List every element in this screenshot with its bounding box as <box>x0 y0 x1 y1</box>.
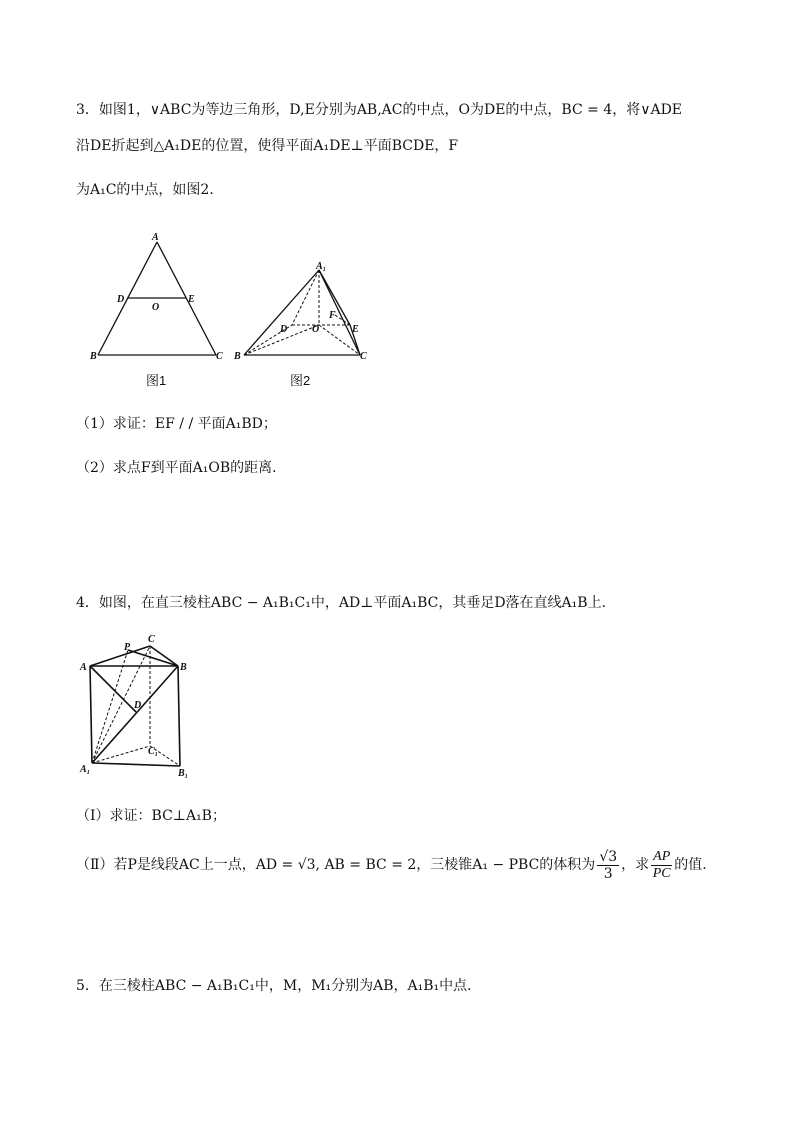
problem3-line2: 沿DE折起到△A₁DE的位置，使得平面A₁DE⊥平面BCDE，F <box>76 138 459 154</box>
prism-label-A1: A₁ <box>80 764 91 775</box>
prism-edge-A1B1 <box>92 763 180 766</box>
fig2-label-O: O <box>312 324 320 335</box>
fig2-label-F: F <box>329 310 336 321</box>
problem3-question2: （2）求点F到平面A₁OB的距离． <box>76 460 287 476</box>
prism-edge-A1C <box>92 646 150 763</box>
fig1-label-A: A <box>152 232 159 243</box>
problem4-fraction-ratio <box>651 849 672 882</box>
fraction-volume-numerator: √3 <box>599 848 618 865</box>
problem4-question2 <box>76 848 707 882</box>
figure1-caption: 图1 <box>146 373 167 388</box>
fig1-label-E: E <box>188 294 195 305</box>
fraction-ratio-numerator: AP <box>653 848 671 864</box>
prism-label-D: D <box>134 700 142 711</box>
problem5-line1: 5．在三棱柱ABC − A₁B₁C₁中，M，M₁分别为AB，A₁B₁中点． <box>76 978 482 994</box>
problem3-question1: （1）求证：EF / / 平面A₁BD； <box>76 416 277 432</box>
prism-label-A: A <box>80 662 87 673</box>
fig2-edge-A1C <box>319 270 360 355</box>
fraction-volume-denominator: 3 <box>603 865 613 882</box>
fig2-edge-A1D <box>292 270 319 325</box>
prism-edge-A1C1 <box>92 746 150 763</box>
prism-label-B: B <box>180 662 187 673</box>
prism-edge-A1P <box>92 650 128 763</box>
figure2-caption: 图2 <box>290 373 311 388</box>
prism-edge-AA1 <box>90 666 92 763</box>
prism-label-B1: B₁ <box>178 768 189 779</box>
fig2-label-E: E <box>352 324 359 335</box>
problem3-line3: 为A₁C的中点，如图2． <box>76 182 224 198</box>
fig2-edge-A1B <box>244 270 319 355</box>
fraction-ratio-denominator: PC <box>652 865 671 881</box>
problem4-fraction-volume <box>597 849 619 882</box>
fig2-label-A1: A₁ <box>316 261 327 272</box>
problem4-q2-text-start: （Ⅱ）若P是线段AC上一点，AD = √3, AB = BC = 2，三棱锥A₁ − PBC的体积为 <box>76 857 596 873</box>
prism-label-P: P <box>124 642 131 653</box>
figure-prism <box>78 628 198 783</box>
problem4-q2-text-end: 的值. <box>674 857 707 873</box>
prism-edge-AC <box>90 646 150 666</box>
figure2-folded-pyramid <box>232 258 372 368</box>
prism-edge-PB <box>128 650 178 666</box>
fig2-label-C: C <box>360 351 367 362</box>
prism-label-C1: C₁ <box>148 746 159 757</box>
fig1-label-C: C <box>216 351 223 362</box>
problem4-question1: （Ⅰ）求证：BC⊥A₁B； <box>76 808 226 824</box>
fig1-label-D: D <box>117 294 125 305</box>
prism-edge-CB <box>150 646 178 666</box>
fig2-label-B: B <box>234 351 241 362</box>
problem4-q2-text-mid: ，求 <box>621 857 650 873</box>
fig1-label-B: B <box>90 351 97 362</box>
fig1-label-O: O <box>152 302 160 313</box>
fig2-label-D: D <box>280 324 288 335</box>
figure1-triangle <box>84 230 234 365</box>
problem3-line1: 3．如图1，∨ABC为等边三角形，D,E分别为AB,AC的中点，O为DE的中点，BC = 4，将∨ADE <box>76 102 683 118</box>
prism-edge-BB1 <box>178 666 180 766</box>
prism-label-C: C <box>148 634 155 645</box>
problem4-line1: 4．如图，在直三棱柱ABC − A₁B₁C₁中，AD⊥平面A₁BC，其垂足D落在直线A₁B上． <box>76 595 616 611</box>
